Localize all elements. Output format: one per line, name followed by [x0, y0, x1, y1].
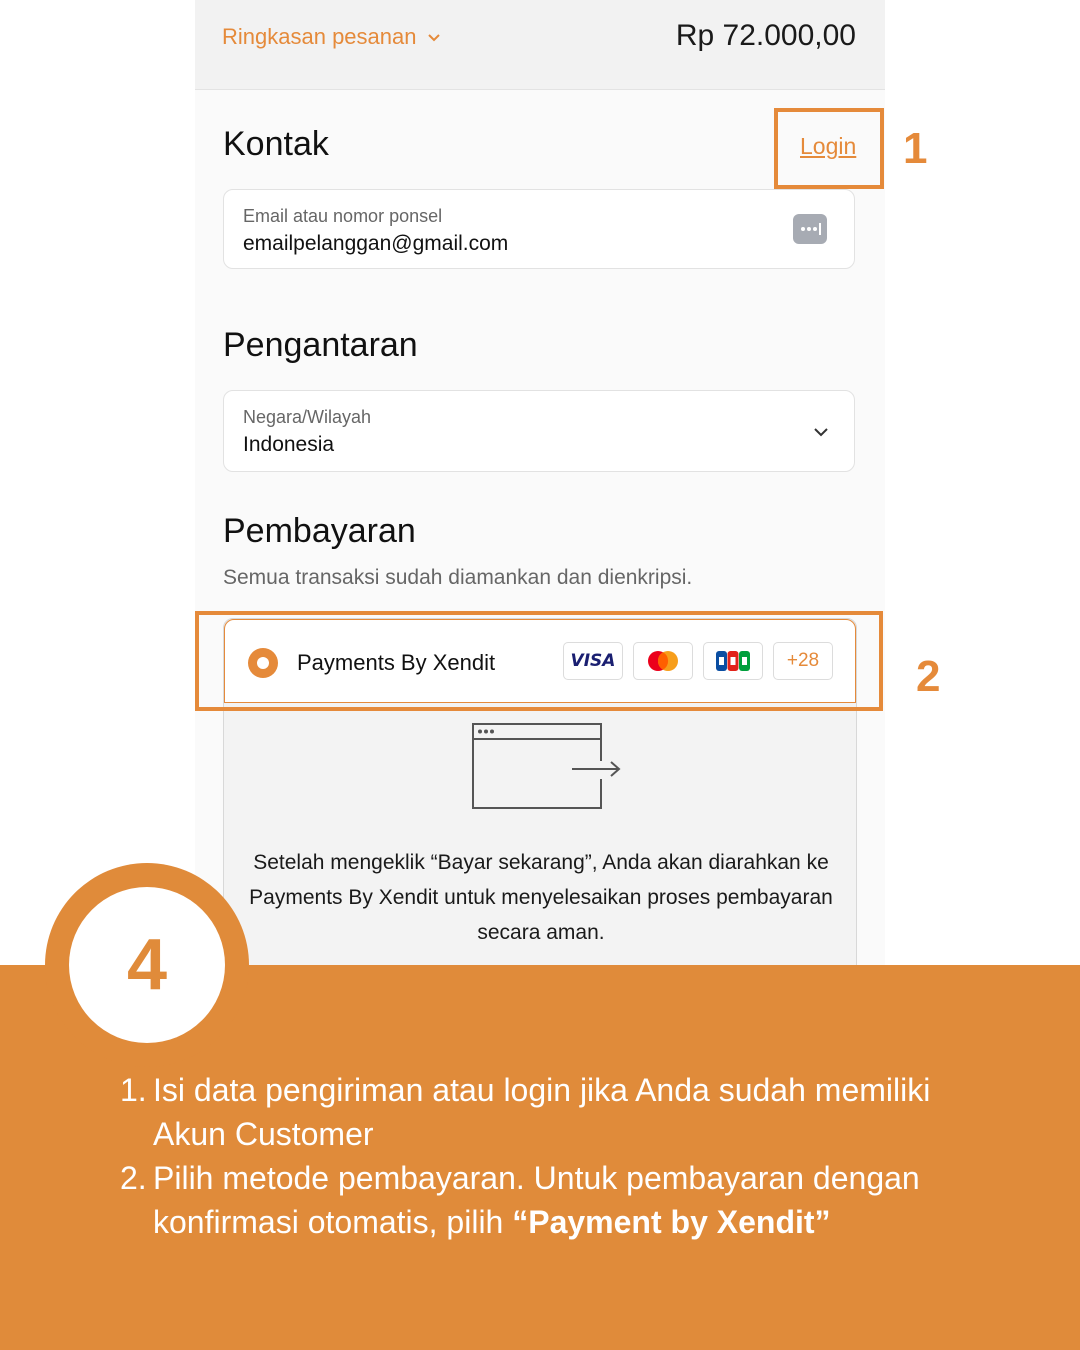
order-summary-toggle[interactable] — [222, 24, 442, 50]
country-select[interactable] — [223, 390, 855, 472]
country-select-label: Negara/Wilayah — [243, 407, 372, 427]
order-total: Rp 72.000,00 — [675, 19, 856, 52]
instruction-list — [120, 1068, 1000, 1244]
login-highlight-box — [774, 108, 884, 189]
chevron-down-icon — [426, 29, 442, 45]
redirect-notice: Setelah mengeklik “Bayar sekarang”, Anda akan diarahkan ke Payments By Xendit untuk menyelesaikan proses pembayaran secara aman. — [249, 851, 833, 944]
email-field-label: Email atau nomor ponsel — [243, 206, 443, 226]
instruction-text — [153, 1156, 1000, 1244]
instruction-item — [120, 1156, 1000, 1244]
visa-icon: VISA — [563, 642, 623, 680]
instruction-number: 1. — [120, 1072, 147, 1108]
more-cards-badge: +28 — [773, 642, 833, 680]
delivery-title: Pengantaran — [223, 326, 418, 364]
instruction-text-bold: “Payment by Xendit” — [512, 1204, 831, 1240]
password-manager-icon[interactable] — [793, 214, 827, 244]
order-summary-bar — [195, 0, 885, 90]
login-link[interactable]: Login — [800, 133, 857, 159]
step-number: 4 — [69, 887, 225, 1043]
chevron-down-icon — [812, 423, 830, 441]
contact-title: Kontak — [223, 125, 329, 163]
payment-subtitle: Semua transaksi sudah diamankan dan dienkripsi. — [223, 566, 693, 589]
country-select-value: Indonesia — [243, 433, 335, 456]
callout-number-1: 1 — [903, 124, 928, 173]
instruction-text-plain: Pilih metode pembayaran. Untuk pembayaran dengan konfirmasi otomatis, pilih — [153, 1160, 920, 1240]
order-summary-label: Ringkasan pesanan — [222, 24, 417, 49]
browser-redirect-icon — [472, 723, 624, 811]
callout-number-2: 2 — [916, 652, 941, 701]
step-badge — [45, 863, 249, 1067]
instruction-number: 2. — [120, 1160, 147, 1196]
instruction-text: Isi data pengiriman atau login jika Anda sudah memiliki Akun Customer — [153, 1072, 931, 1152]
payment-highlight-box — [195, 611, 883, 711]
payment-title: Pembayaran — [223, 512, 416, 550]
instruction-item — [120, 1068, 1000, 1156]
email-field[interactable] — [223, 189, 855, 269]
email-field-value: emailpelanggan@gmail.com — [243, 232, 509, 255]
payment-option-label: Payments By Xendit — [297, 650, 496, 675]
